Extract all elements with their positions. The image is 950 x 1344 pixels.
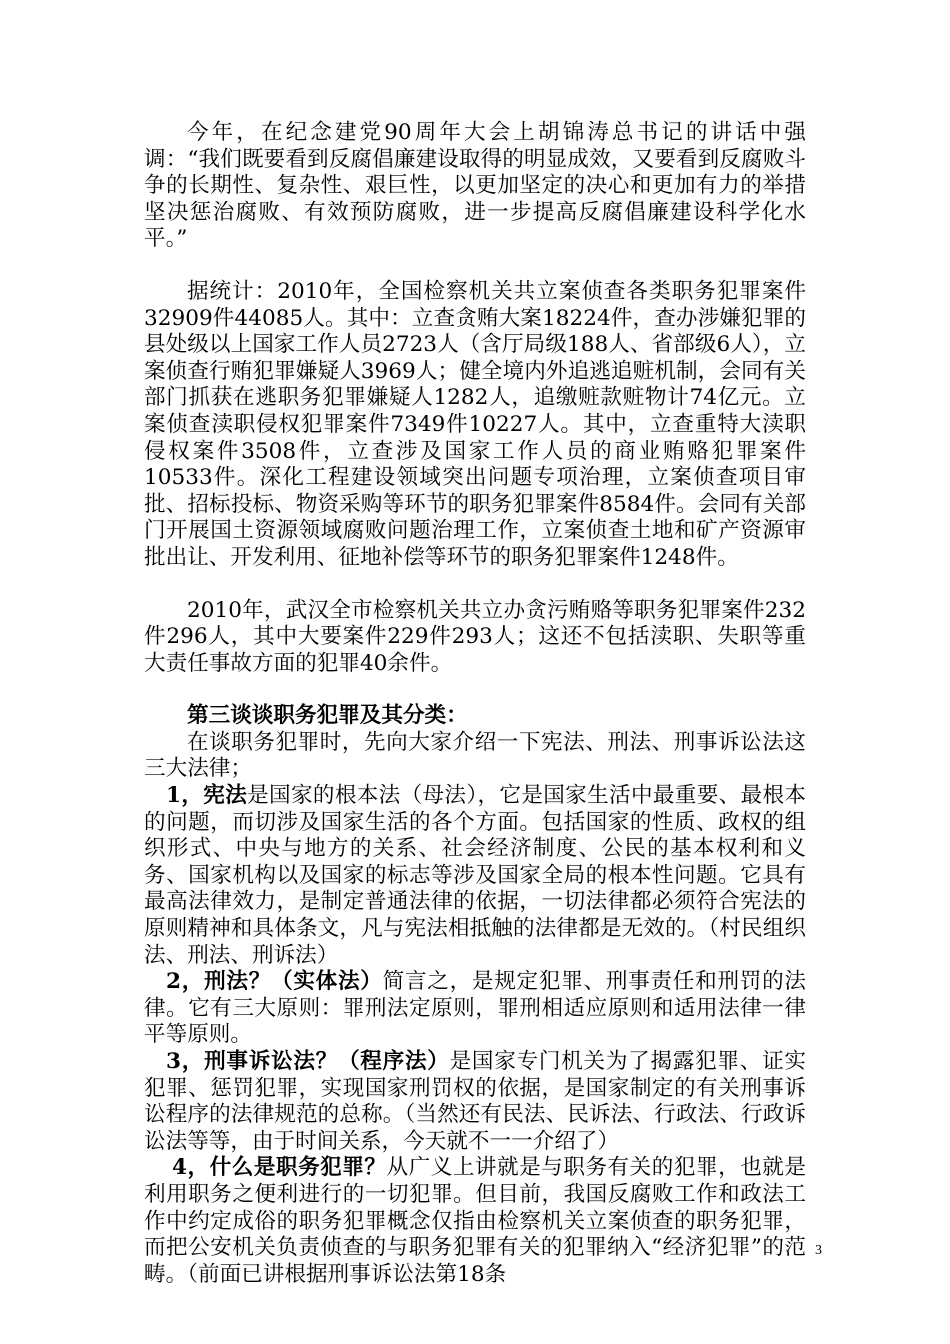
item-duty-crime-text: 从广义上讲就是与职务有关的犯罪，也就是利用职务之便利进行的一切犯罪。但目前，我国反腐败工作和政法工作中约定成俗的职务犯罪概念仅指由检察机关立案侦查的职务犯罪，而把公安机关负责侦查的与职务犯罪有关的犯罪纳入“经济犯罪”的范畴。（前面已讲根据刑事诉讼法第18条 bbox=[144, 1155, 806, 1287]
section-intro: 在谈职务犯罪时，先向大家介绍一下宪法、刑法、刑事诉讼法这三大法律； bbox=[144, 729, 806, 782]
item-criminal-law bbox=[144, 969, 806, 1049]
item-constitution-title: 1，宪法 bbox=[166, 783, 248, 809]
paragraph-wuhan: 2010年，武汉全市检察机关共立办贪污贿赂等职务犯罪案件232件296人，其中大要案件229件293人；这还不包括渎职、失职等重大责任事故方面的犯罪40余件。 bbox=[144, 597, 806, 676]
item-duty-crime-title: 4，什么是职务犯罪？ bbox=[172, 1155, 387, 1181]
paragraph-statistics: 据统计：2010年，全国检察机关共立案侦查各类职务犯罪案件32909件44085人。其中：立查贪贿大案18224件，查办涉嫌犯罪的县处级以上国家工作人员2723人（含厅局级188人、省部级6人），立案侦查行贿犯罪嫌疑人3969人；健全境内外追逃追赃机制，会同有关部门抓获在逃职务犯罪嫌疑人1282人，追缴赃款赃物计74亿元。立案侦查渎职侵权犯罪案件7349件10227人。其中，立查重特大渎职侵权案件3508件，立查涉及国家工作人员的商业贿赂犯罪案件10533件。深化工程建设领域突出问题专项治理，立案侦查项目审批、招标投标、物资采购等环节的职务犯罪案件8584件。会同有关部门开展国土资源领域腐败问题治理工作，立案侦查土地和矿产资源审批出让、开发利用、征地补偿等环节的职务犯罪案件1248件。 bbox=[144, 278, 806, 570]
item-constitution-text: 是国家的根本法（母法），它是国家生活中最重要、最根本的问题，而切涉及国家生活的各个方面。包括国家的性质、政权的组织形式、中央与地方的关系、社会经济制度、公民的基本权利和义务、国家机构以及国家的标志等涉及国家全局的根本性问题。它具有最高法律效力，是制定普通法律的依据，一切法律都必须符合宪法的原则精神和具体条文，凡与宪法相抵触的法律都是无效的。（村民组织法、刑法、刑诉法） bbox=[144, 783, 806, 968]
item-criminal-law-title: 2，刑法？（实体法） bbox=[166, 969, 383, 995]
item-duty-crime bbox=[144, 1155, 806, 1288]
item-criminal-law-text: 简言之，是规定犯罪、刑事责任和刑罚的法律。它有三大原则：罪刑法定原则，罪刑相适应原则和适用法律一律平等原则。 bbox=[144, 969, 806, 1048]
item-constitution bbox=[144, 783, 806, 969]
paragraph-speech: 今年，在纪念建党90周年大会上胡锦涛总书记的讲话中强调：“我们既要看到反腐倡廉建设取得的明显成效，又要看到反腐败斗争的长期性、复杂性、艰巨性，以更加坚定的决心和更加有力的举措坚决惩治腐败、有效预防腐败，进一步提高反腐倡廉建设科学化水平。” bbox=[144, 120, 806, 252]
paragraph-gap bbox=[144, 677, 806, 703]
page-number: 3 bbox=[815, 1243, 822, 1258]
paragraph-gap bbox=[144, 572, 806, 598]
body-text bbox=[144, 120, 806, 1288]
item-criminal-procedure-text: 是国家专门机关为了揭露犯罪、证实犯罪、惩罚犯罪，实现国家刑罚权的依据，是国家制定的有关刑事诉讼程序的法律规范的总称。（当然还有民法、民诉法、行政法、行政诉讼法等等，由于时间关系，今天就不一一介绍了） bbox=[144, 1049, 806, 1154]
section-heading: 第三谈谈职务犯罪及其分类： bbox=[187, 703, 468, 729]
item-criminal-procedure-title: 3，刑事诉讼法？（程序法） bbox=[166, 1049, 450, 1074]
paragraph-gap bbox=[144, 253, 806, 279]
item-criminal-procedure bbox=[144, 1049, 806, 1155]
